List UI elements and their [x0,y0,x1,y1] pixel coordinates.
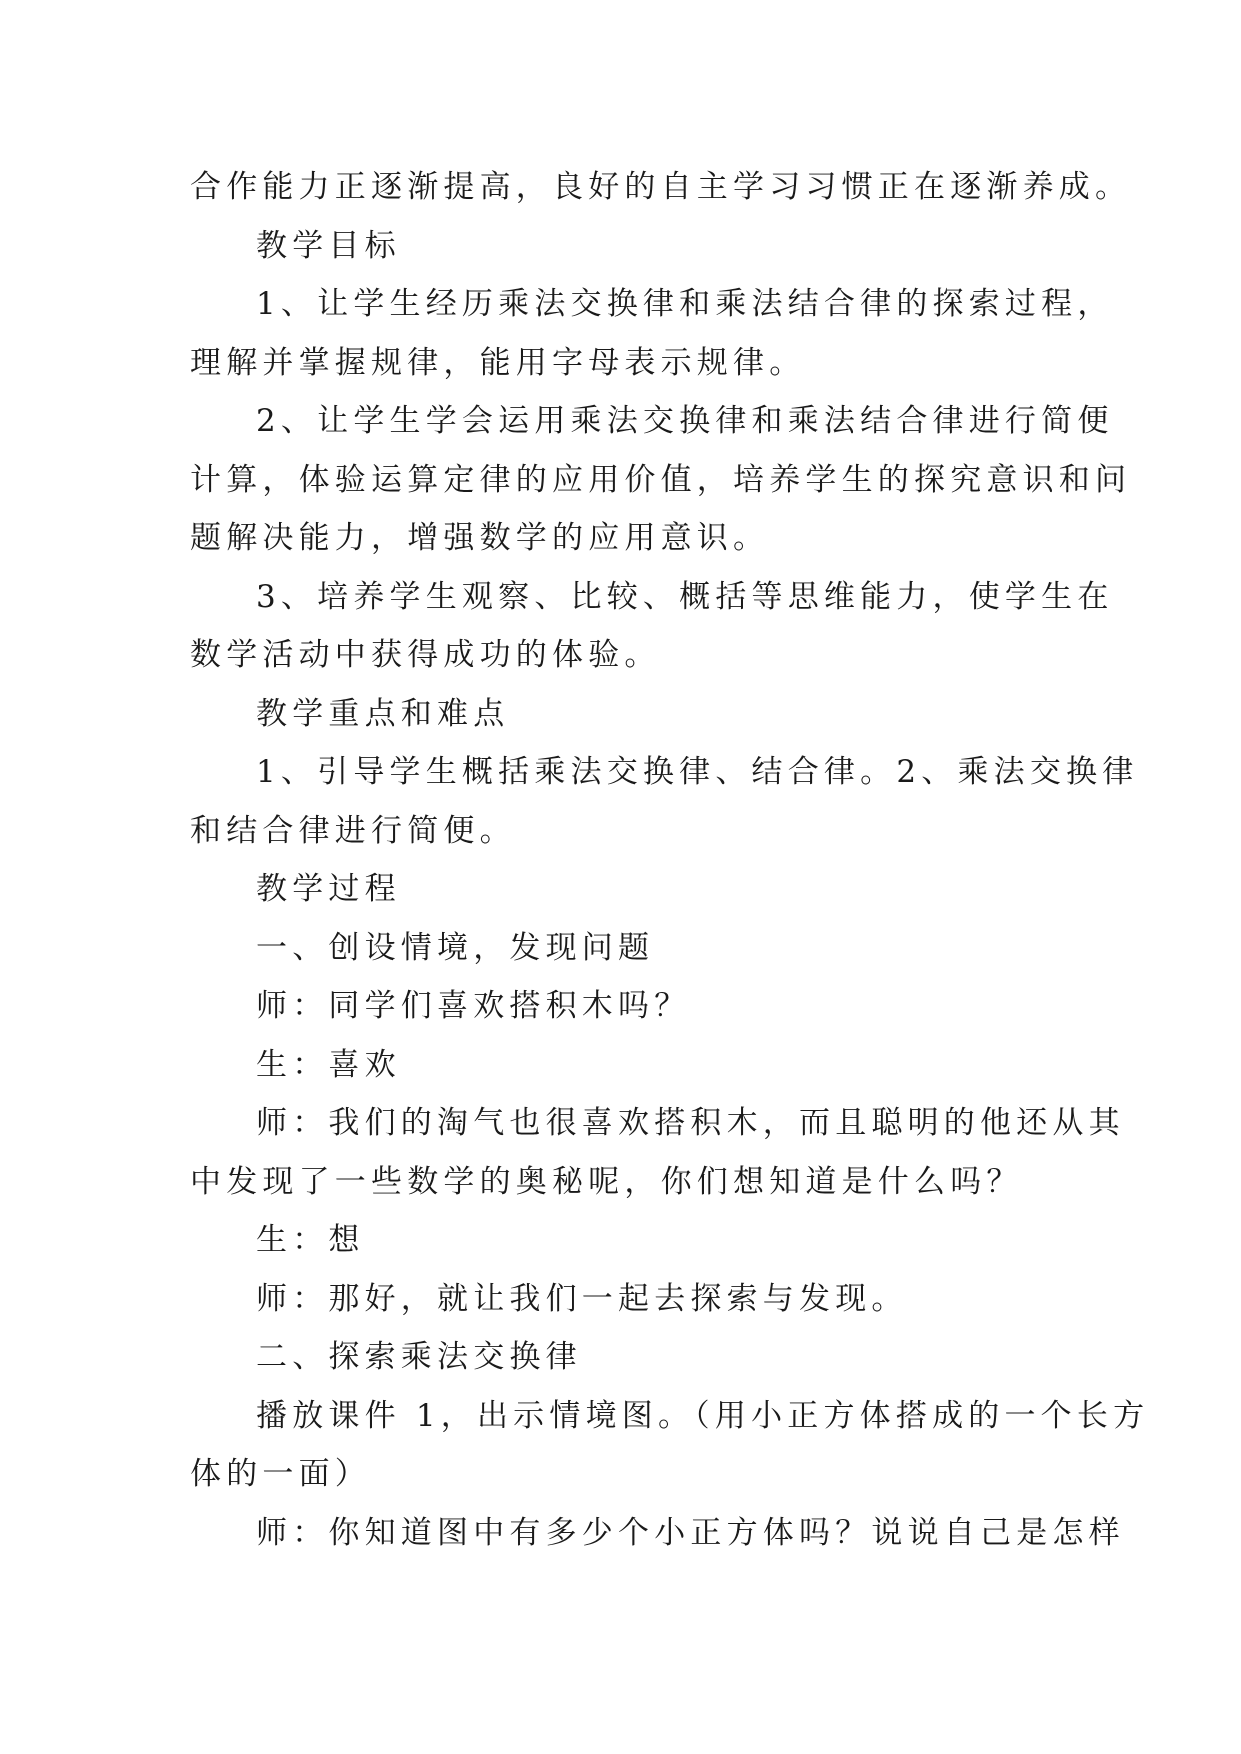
dialogue-line: 师：同学们喜欢搭积木吗？ [256,988,691,1024]
paragraph-line: 体的一面） [190,1456,371,1492]
subsection-heading: 一、创设情境，发现问题 [256,929,655,966]
section-heading-key-points: 教学重点和难点 [256,695,510,732]
paragraph-line: 3、培养学生观察、比较、概括等思维能力，使学生在 [256,578,1114,615]
subsection-heading: 二、探索乘法交换律 [256,1339,582,1375]
paragraph-line: 播放课件 1，出示情境图。（用小正方体搭成的一个长方 [256,1397,1150,1434]
paragraph-line: 1、引导学生概括乘法交换律、结合律。2、乘法交换律 [256,754,1139,790]
section-heading-teaching-goals: 教学目标 [256,227,401,264]
dialogue-line: 中发现了一些数学的奥秘呢，你们想知道是什么吗？ [190,1163,1023,1200]
dialogue-line: 生：想 [256,1222,365,1258]
dialogue-line: 师：你知道图中有多少个小正方体吗？说说自己是怎样 [256,1514,1125,1551]
section-heading-teaching-process: 教学过程 [256,871,401,907]
document-body [190,158,1150,1562]
paragraph-line: 题解决能力，增强数学的应用意识。 [190,520,770,556]
paragraph-line: 2、让学生学会运用乘法交换律和乘法结合律进行简便 [256,403,1114,439]
paragraph-line: 合作能力正逐渐提高，良好的自主学习习惯正在逐渐养成。 [190,169,1132,205]
paragraph-line: 数学活动中获得成功的体验。 [190,637,661,673]
paragraph-line: 理解并掌握规律，能用字母表示规律。 [190,344,806,381]
paragraph-line: 计算，体验运算定律的应用价值，培养学生的探究意识和问 [190,461,1132,498]
paragraph-line: 和结合律进行简便。 [190,812,516,849]
paragraph-line: 1、让学生经历乘法交换律和乘法结合律的探索过程， [256,286,1114,322]
dialogue-line: 师：我们的淘气也很喜欢搭积木，而且聪明的他还从其 [256,1105,1125,1141]
dialogue-line: 生：喜欢 [256,1046,401,1083]
dialogue-line: 师：那好，就让我们一起去探索与发现。 [256,1280,908,1317]
